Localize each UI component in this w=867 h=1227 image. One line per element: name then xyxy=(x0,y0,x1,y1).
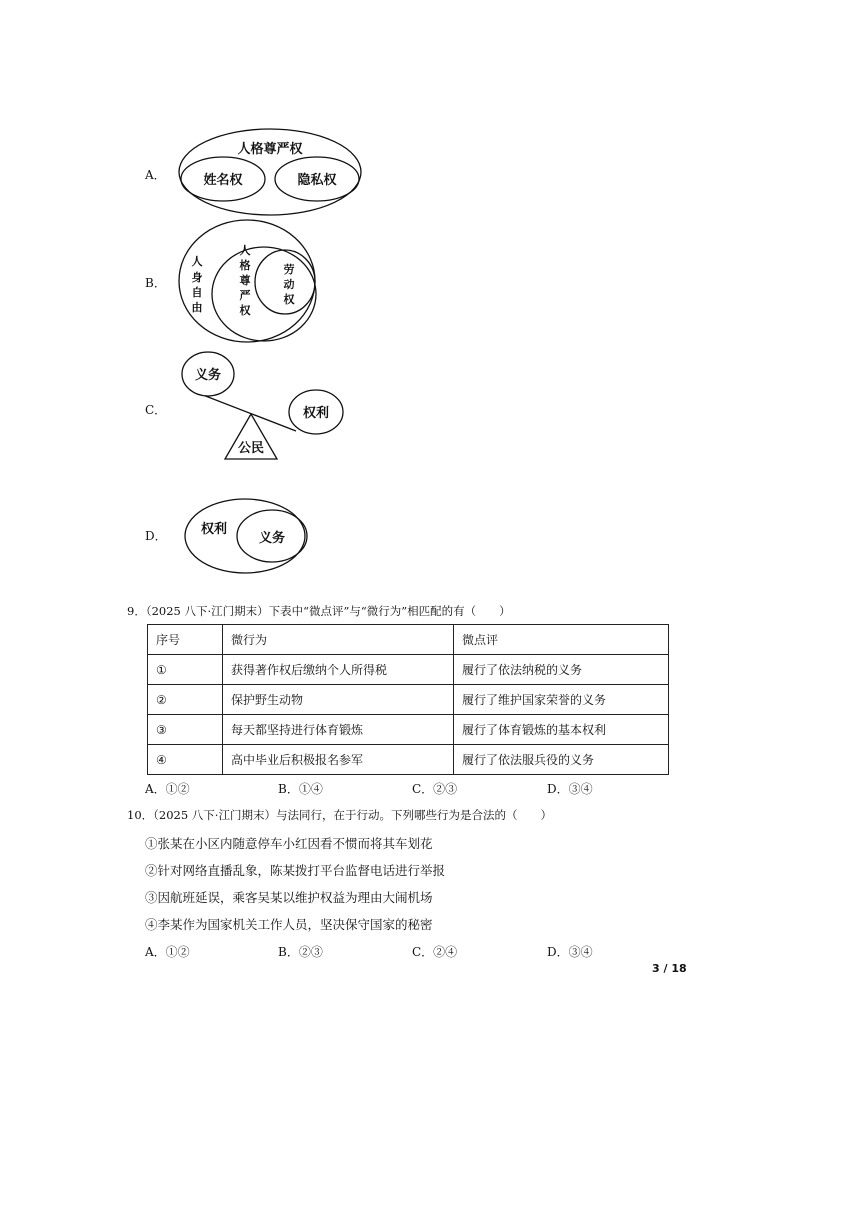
diagram-d-outer-label: 权利 xyxy=(200,522,228,537)
page-number: 3 / 18 xyxy=(652,962,687,975)
q10-answer-a[interactable]: A．①② xyxy=(145,945,190,959)
q9-answer-c[interactable]: C．②③ xyxy=(412,782,458,796)
diagram-b-inner-char: 权 xyxy=(283,293,295,306)
table-header-cell: 微行为 xyxy=(223,625,454,655)
diagram-d xyxy=(181,495,313,577)
table-cell-comment: 履行了维护国家荣誉的义务 xyxy=(454,685,669,715)
option-letter-c: C． xyxy=(145,403,167,417)
table-header-row xyxy=(148,625,669,655)
table-cell-action: 每天都坚持进行体育锻炼 xyxy=(223,715,454,745)
table-row xyxy=(148,655,669,685)
q10-statement-1: ①张某在小区内随意停车小红因看不惯而将其车划花 xyxy=(145,836,433,851)
diagram-b-middle-char: 人 xyxy=(239,244,251,257)
q10-statement-3: ③因航班延误，乘客吴某以维护权益为理由大闹机场 xyxy=(145,890,433,905)
table-cell-comment: 履行了体育锻炼的基本权利 xyxy=(454,715,669,745)
table-cell-action: 获得著作权后缴纳个人所得税 xyxy=(223,655,454,685)
diagram-a-right-label: 隐私权 xyxy=(297,173,337,188)
diagram-b-outer-char: 人 xyxy=(191,255,203,268)
diagram-c xyxy=(176,348,352,464)
table-cell-action: 保护野生动物 xyxy=(223,685,454,715)
diagram-b xyxy=(175,218,321,346)
table-row xyxy=(148,745,669,775)
table-cell-index: ① xyxy=(148,655,223,685)
table-cell-index: ② xyxy=(148,685,223,715)
question-10-title: 10．（2025 八下·江门期末）与法同行，在于行动。下列哪些行为是合法的（ ） xyxy=(127,808,552,822)
diagram-b-middle-char: 格 xyxy=(239,259,251,272)
table-header-cell: 序号 xyxy=(148,625,223,655)
diagram-c-duty-label: 义务 xyxy=(194,368,222,383)
diagram-c-right-label: 权利 xyxy=(302,406,330,421)
table-cell-action: 高中毕业后积极报名参军 xyxy=(223,745,454,775)
diagram-a-outer-label: 人格尊严权 xyxy=(237,142,303,157)
diagram-a-left-label: 姓名权 xyxy=(203,173,243,188)
q10-answer-d[interactable]: D．③④ xyxy=(547,945,593,959)
diagram-b-middle-char: 权 xyxy=(239,304,251,317)
table-cell-comment: 履行了依法纳税的义务 xyxy=(454,655,669,685)
q10-answer-c[interactable]: C．②④ xyxy=(412,945,458,959)
question-9-title: 9．（2025 八下·江门期末）下表中“微点评”与“微行为”相匹配的有（ ） xyxy=(127,604,511,618)
q10-statement-2: ②针对网络直播乱象，陈某拨打平台监督电话进行举报 xyxy=(145,863,446,878)
option-letter-a: A． xyxy=(145,168,166,182)
diagram-c-citizen-label: 公民 xyxy=(237,441,265,456)
q10-statement-4: ④李某作为国家机关工作人员，坚决保守国家的秘密 xyxy=(145,917,433,932)
table-cell-index: ③ xyxy=(148,715,223,745)
question-9-table xyxy=(147,624,669,775)
diagram-a xyxy=(175,126,367,218)
q10-answer-b[interactable]: B．②③ xyxy=(278,945,323,959)
table-header-cell: 微点评 xyxy=(454,625,669,655)
table-row xyxy=(148,685,669,715)
table-row xyxy=(148,715,669,745)
diagram-d-inner-label: 义务 xyxy=(258,531,286,546)
table-cell-comment: 履行了依法服兵役的义务 xyxy=(454,745,669,775)
diagram-b-inner-char: 动 xyxy=(283,278,295,291)
table-cell-index: ④ xyxy=(148,745,223,775)
option-letter-d: D． xyxy=(145,529,167,543)
diagram-b-outer-char: 身 xyxy=(191,271,203,284)
diagram-b-middle-char: 严 xyxy=(239,289,251,302)
option-letter-b: B． xyxy=(145,276,166,290)
diagram-b-outer-char: 自 xyxy=(191,286,203,299)
q9-answer-a[interactable]: A．①② xyxy=(145,782,190,796)
q9-answer-b[interactable]: B．①④ xyxy=(278,782,323,796)
diagram-b-middle-char: 尊 xyxy=(239,274,251,287)
diagram-b-inner-char: 劳 xyxy=(283,263,295,276)
diagram-b-outer-char: 由 xyxy=(191,301,203,314)
q9-answer-d[interactable]: D．③④ xyxy=(547,782,593,796)
